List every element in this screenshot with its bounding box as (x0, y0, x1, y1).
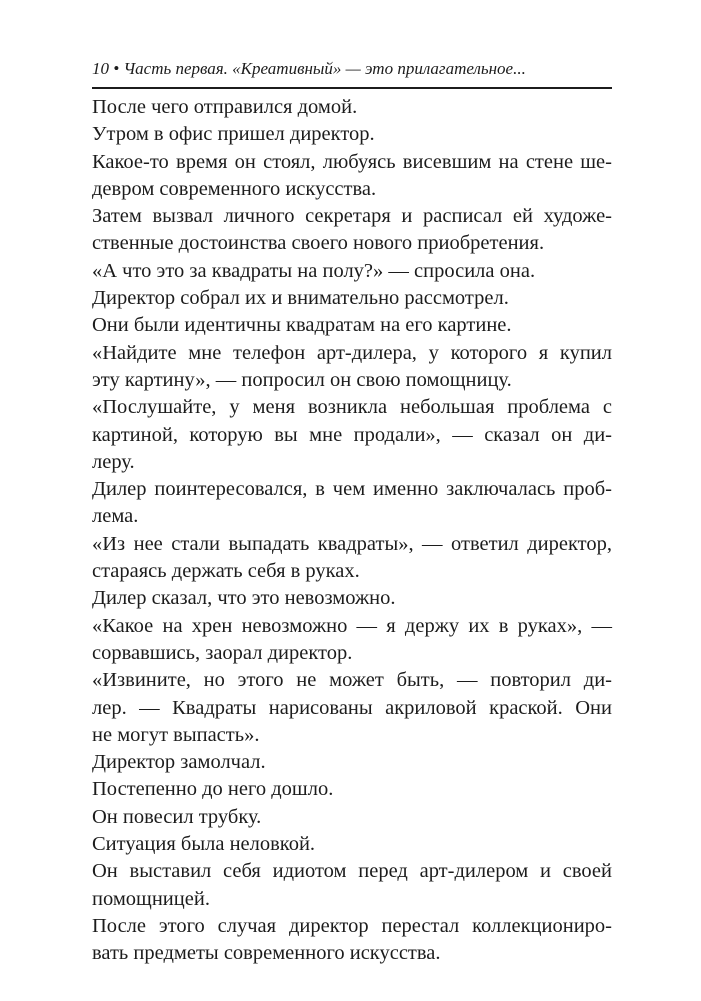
text-line: Затем вызвал личного секретаря и расписал ей художе- (92, 205, 612, 228)
text-line: Дилер поинтересовался, в чем именно заключалась проб- (92, 478, 612, 501)
text-line: Директор собрал их и внимательно рассмотрел. (92, 287, 509, 310)
text-line: эту картину», — попросил он свою помощницу. (92, 368, 512, 391)
bullet: • (113, 59, 120, 78)
text-line: картиной, которую вы мне продали», — сказал он ди- (92, 423, 612, 446)
text-line: вать предметы современного искусства. (92, 942, 441, 965)
text-line: ственные достоинства своего нового приобретения. (92, 232, 545, 255)
text-line: Ситуация была неловкой. (92, 833, 316, 856)
text-line: девром современного искусства. (92, 177, 377, 200)
text-line: «Какое на хрен невозможно — я держу их в руках», — (92, 614, 612, 637)
running-header (92, 58, 612, 80)
text-line: Постепенно до него дошло. (92, 778, 334, 801)
text-line: стараясь держать себя в руках. (92, 560, 360, 583)
text-line: «Послушайте, у меня возникла небольшая проблема с (92, 396, 612, 419)
running-title: Часть первая. «Креативный» — это прилагательное... (123, 59, 526, 78)
text-line: «Найдите мне телефон арт-дилера, у которого я купил (92, 341, 612, 364)
text-line: Они были идентичны квадратам на его картине. (92, 314, 512, 337)
text-line: «Из нее стали выпадать квадраты», — ответил директор, (92, 532, 612, 555)
text-line: не могут выпасть». (92, 723, 260, 746)
text-line: После этого случая директор перестал коллекциониро- (92, 914, 612, 937)
text-line: Он выставил себя идиотом перед арт-дилером и своей (92, 860, 612, 883)
text-line: помощницей. (92, 887, 210, 910)
text-line: сорвавшись, заорал директор. (92, 641, 353, 664)
text-line: Утром в офис пришел директор. (92, 123, 375, 146)
text-line: леру. (92, 450, 135, 473)
text-line: Директор замолчал. (92, 751, 266, 774)
text-line: После чего отправился домой. (92, 96, 358, 118)
text-line: «А что это за квадраты на полу?» — спросила она. (92, 259, 536, 282)
page-number: 10 (92, 59, 109, 78)
text-line: лема. (92, 505, 139, 528)
text-line: Он повесил трубку. (92, 805, 262, 828)
text-line: Дилер сказал, что это невозможно. (92, 587, 396, 610)
text-line: лер. — Квадраты нарисованы акриловой краской. Они (92, 696, 612, 719)
header-rule (92, 87, 612, 89)
text-line: Какое-то время он стоял, любуясь висевшим на стене ше- (92, 150, 612, 173)
body-text (92, 94, 612, 968)
text-line: «Извините, но этого не может быть, — повторил ди- (92, 669, 612, 692)
